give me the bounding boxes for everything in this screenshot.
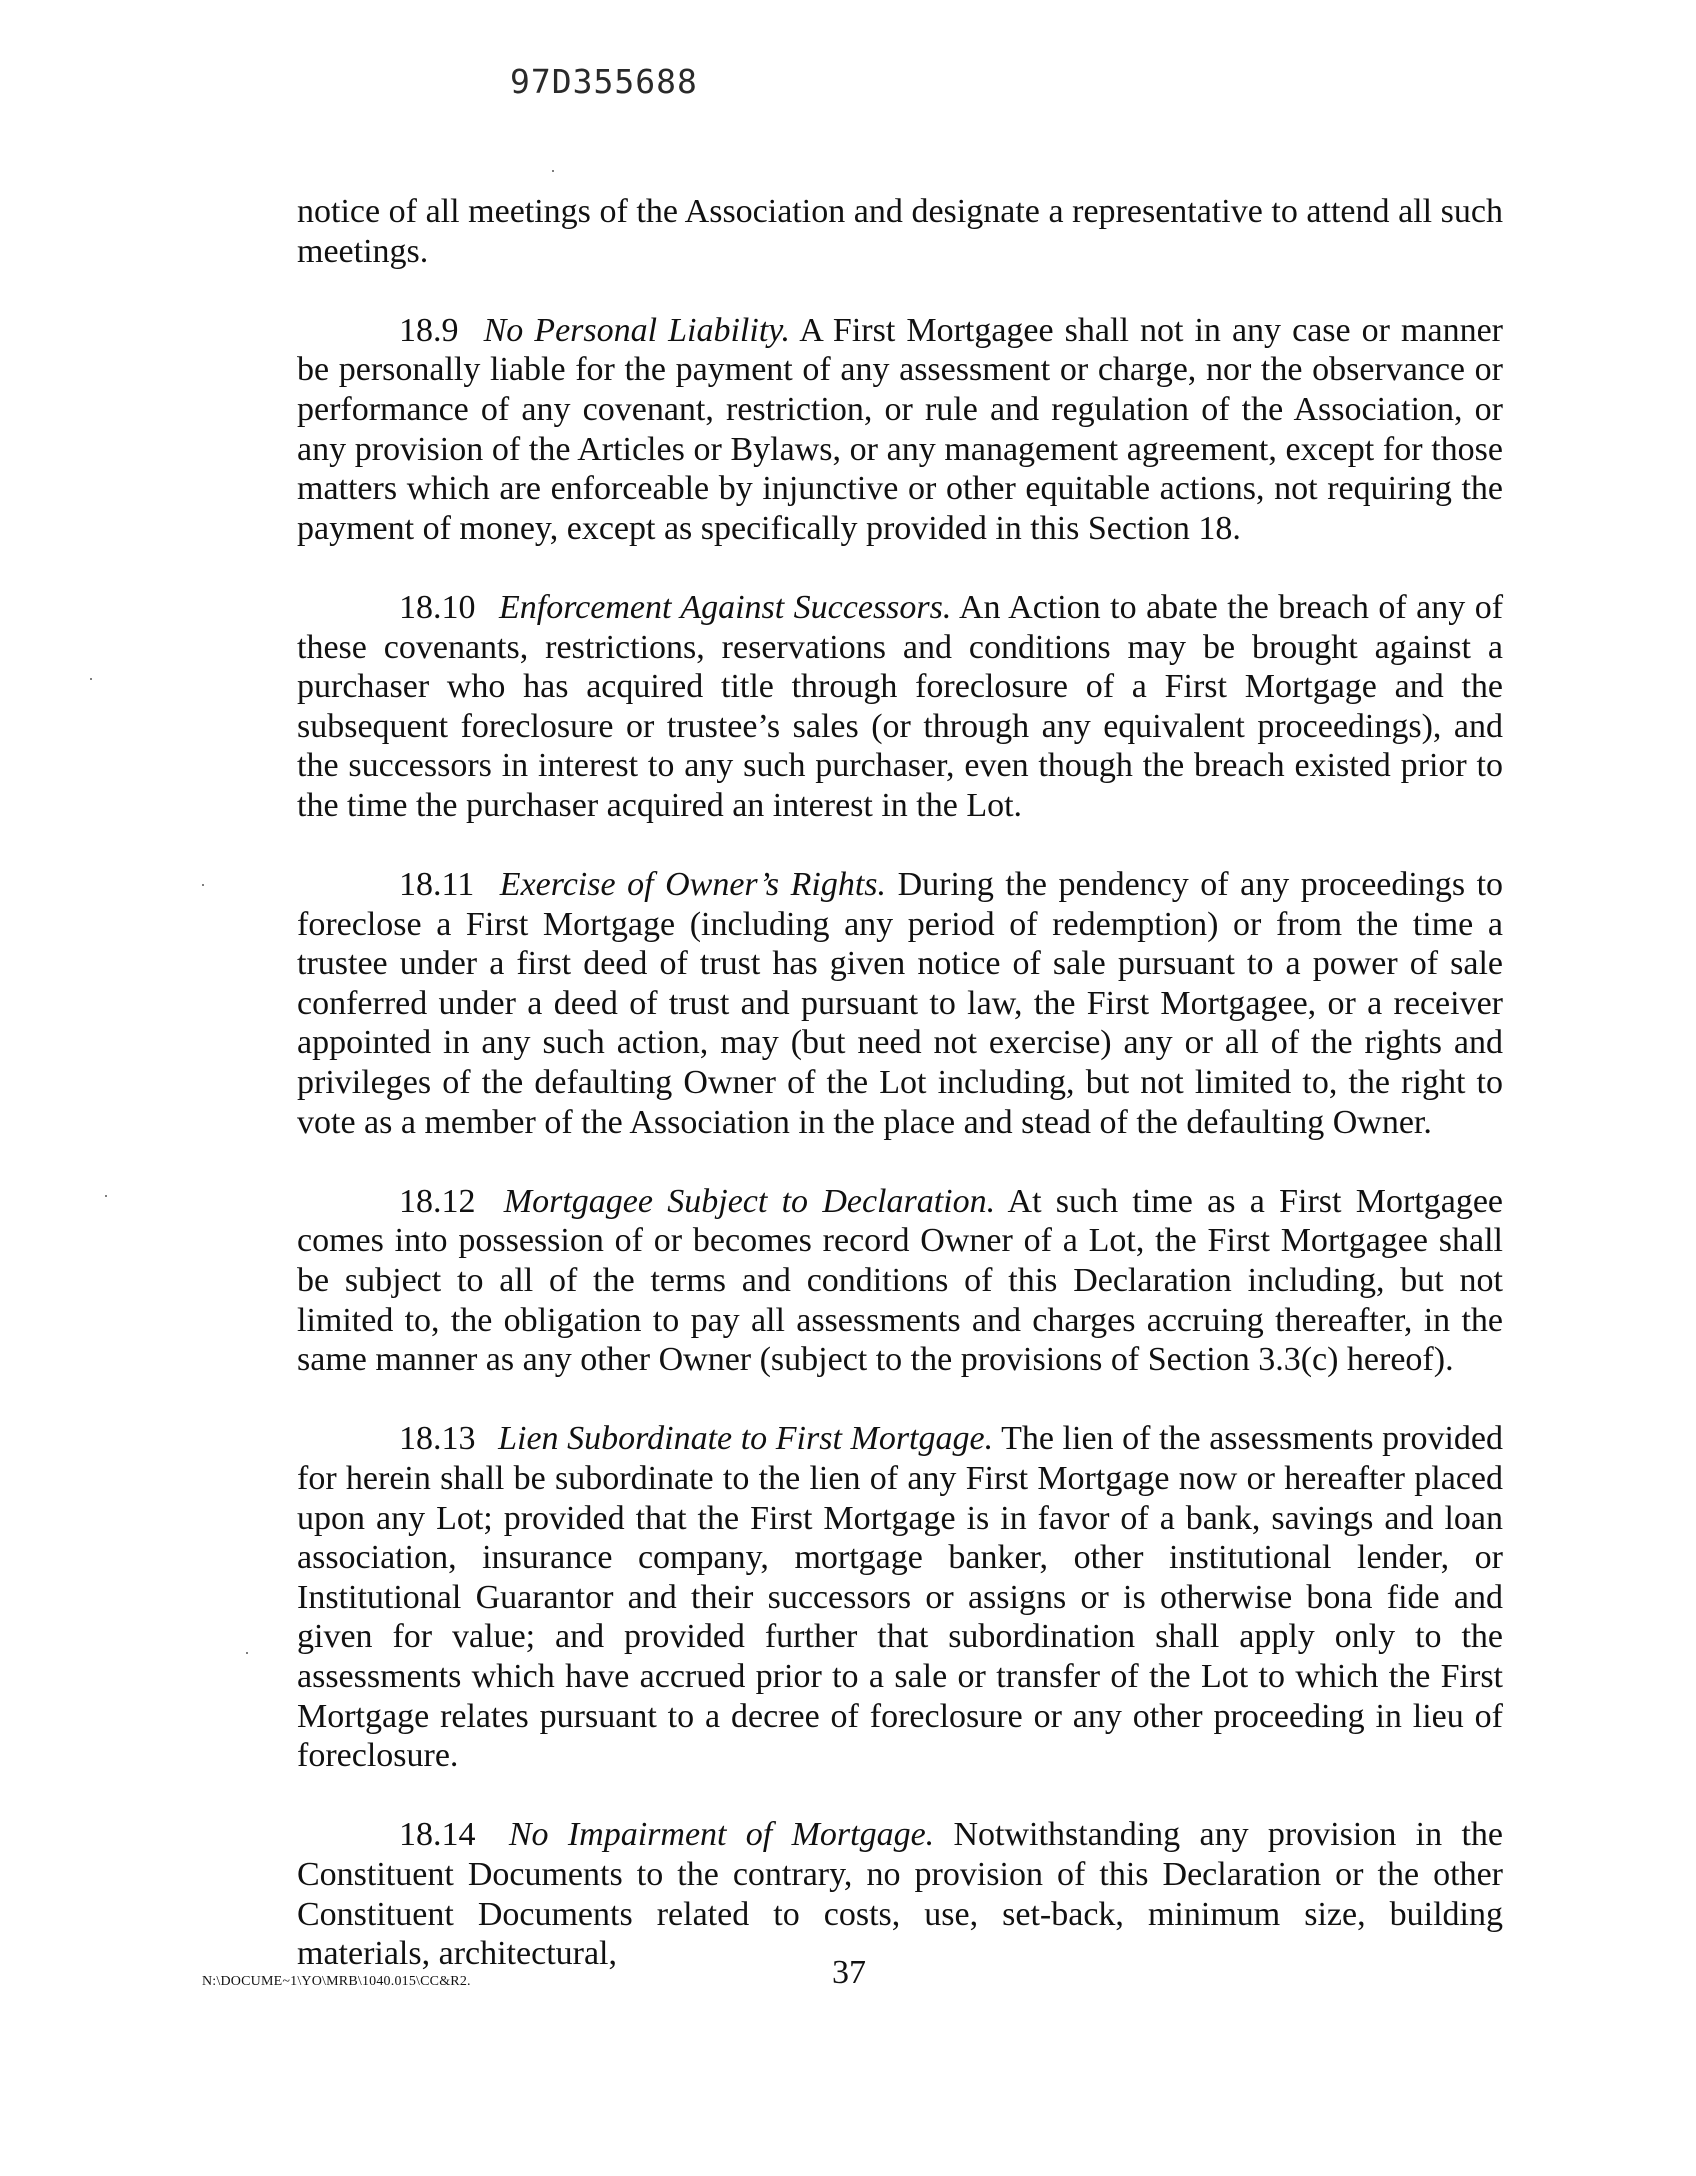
section-number: 18.14 — [399, 1816, 476, 1854]
scan-speck — [90, 678, 92, 680]
section-18-13 — [297, 1419, 1503, 1775]
section-18-10 — [297, 588, 1503, 826]
section-number: 18.13 — [399, 1420, 476, 1458]
section-number: 18.9 — [399, 311, 459, 349]
scan-speck — [105, 1195, 107, 1197]
section-18-12 — [297, 1182, 1503, 1380]
section-text: A First Mortgagee shall not in any case or manner be personally liable for the payment of any assessment or charge, nor the observance or performance of any covenant, restriction, or rule and regulation of the Association, or any provision of the Articles or Bylaws, or any management agreement, except for those matters which are enforceable by injunctive or other equitable actions, not requiring the payment of money, except as specifically provided in this Section 18. — [297, 311, 1504, 547]
section-heading: Mortgagee Subject to Declaration. — [503, 1182, 996, 1220]
paragraph-text: notice of all meetings of the Association and designate a representative to attend all such meetings. — [297, 193, 1503, 270]
section-heading: Exercise of Owner’s Rights. — [499, 866, 887, 904]
section-heading: No Personal Liability. — [483, 311, 790, 349]
section-text: Notwithstanding any provision in the Constituent Documents to the contrary, no provision of this Declaration or the other Constituent Documents related to costs, use, set-back, minimum size, building materials, architectural, — [297, 1816, 1503, 1973]
section-text: During the pendency of any proceedings to foreclose a First Mortgage (including any period of redemption) or from the time a trustee under a first deed of trust has given notice of sale pursuant to a power of sale conferred under a deed of trust and pursuant to law, the First Mortgagee, or a receiver appointed in any such action, may (but need not exercise) any or all of the rights and privileges of the defaulting Owner of the Lot including, but not limited to, the right to vote as a member of the Association in the place and stead of the defaulting Owner. — [297, 866, 1504, 1141]
section-number: 18.11 — [399, 866, 475, 904]
paragraph-continuation — [297, 192, 1503, 271]
scan-speck — [246, 1652, 248, 1654]
section-18-14 — [297, 1815, 1503, 1973]
section-heading: Lien Subordinate to First Mortgage. — [498, 1420, 994, 1458]
section-text: At such time as a First Mortgagee comes into possession of or becomes record Owner of a Lot, the First Mortgagee shall be subject to all of the terms and conditions of this Declaration including, but not limited to, the obligation to pay all assessments and charges accruing thereafter, in the same manner as any other Owner (subject to the provisions of Section 3.3(c) hereof). — [297, 1182, 1503, 1379]
section-18-11 — [297, 865, 1503, 1142]
footer-file-path: N:\DOCUME~1\YO\MRB\1040.015\CC&R2. — [202, 1974, 471, 1989]
document-body — [297, 192, 1503, 2013]
scan-speck — [202, 884, 204, 886]
page-number: 37 — [832, 1954, 866, 1991]
section-18-9 — [297, 311, 1503, 549]
section-number: 18.12 — [399, 1182, 476, 1220]
section-number: 18.10 — [399, 588, 476, 626]
section-text: The lien of the assessments provided for herein shall be subordinate to the lien of any First Mortgage now or hereafter placed upon any Lot; provided that the First Mortgage is in favor of a bank, savings and loan association, insurance company, mortgage banker, other institutional lender, or Institutional Guarantor and their successors or assigns or is otherwise bona fide and given for value; and provided further that subordination shall apply only to the assessments which have accrued prior to a sale or transfer of the Lot to which the First Mortgage relates pursuant to a decree of foreclosure or any other proceeding in lieu of foreclosure. — [297, 1420, 1504, 1775]
section-text: An Action to abate the breach of any of these covenants, restrictions, reservations and conditions may be brought against a purchaser who has acquired title through foreclosure of a First Mortgage and the subsequent foreclosure or trustee’s sales (or through any equivalent proceedings), and the successors in interest to any such purchaser, even though the breach existed prior to the time the purchaser acquired an interest in the Lot. — [297, 588, 1504, 824]
section-heading: Enforcement Against Successors. — [498, 588, 952, 626]
document-number-stamp: 97D355688 — [510, 62, 698, 101]
section-heading: No Impairment of Mortgage. — [508, 1816, 935, 1854]
scan-speck — [552, 170, 554, 172]
